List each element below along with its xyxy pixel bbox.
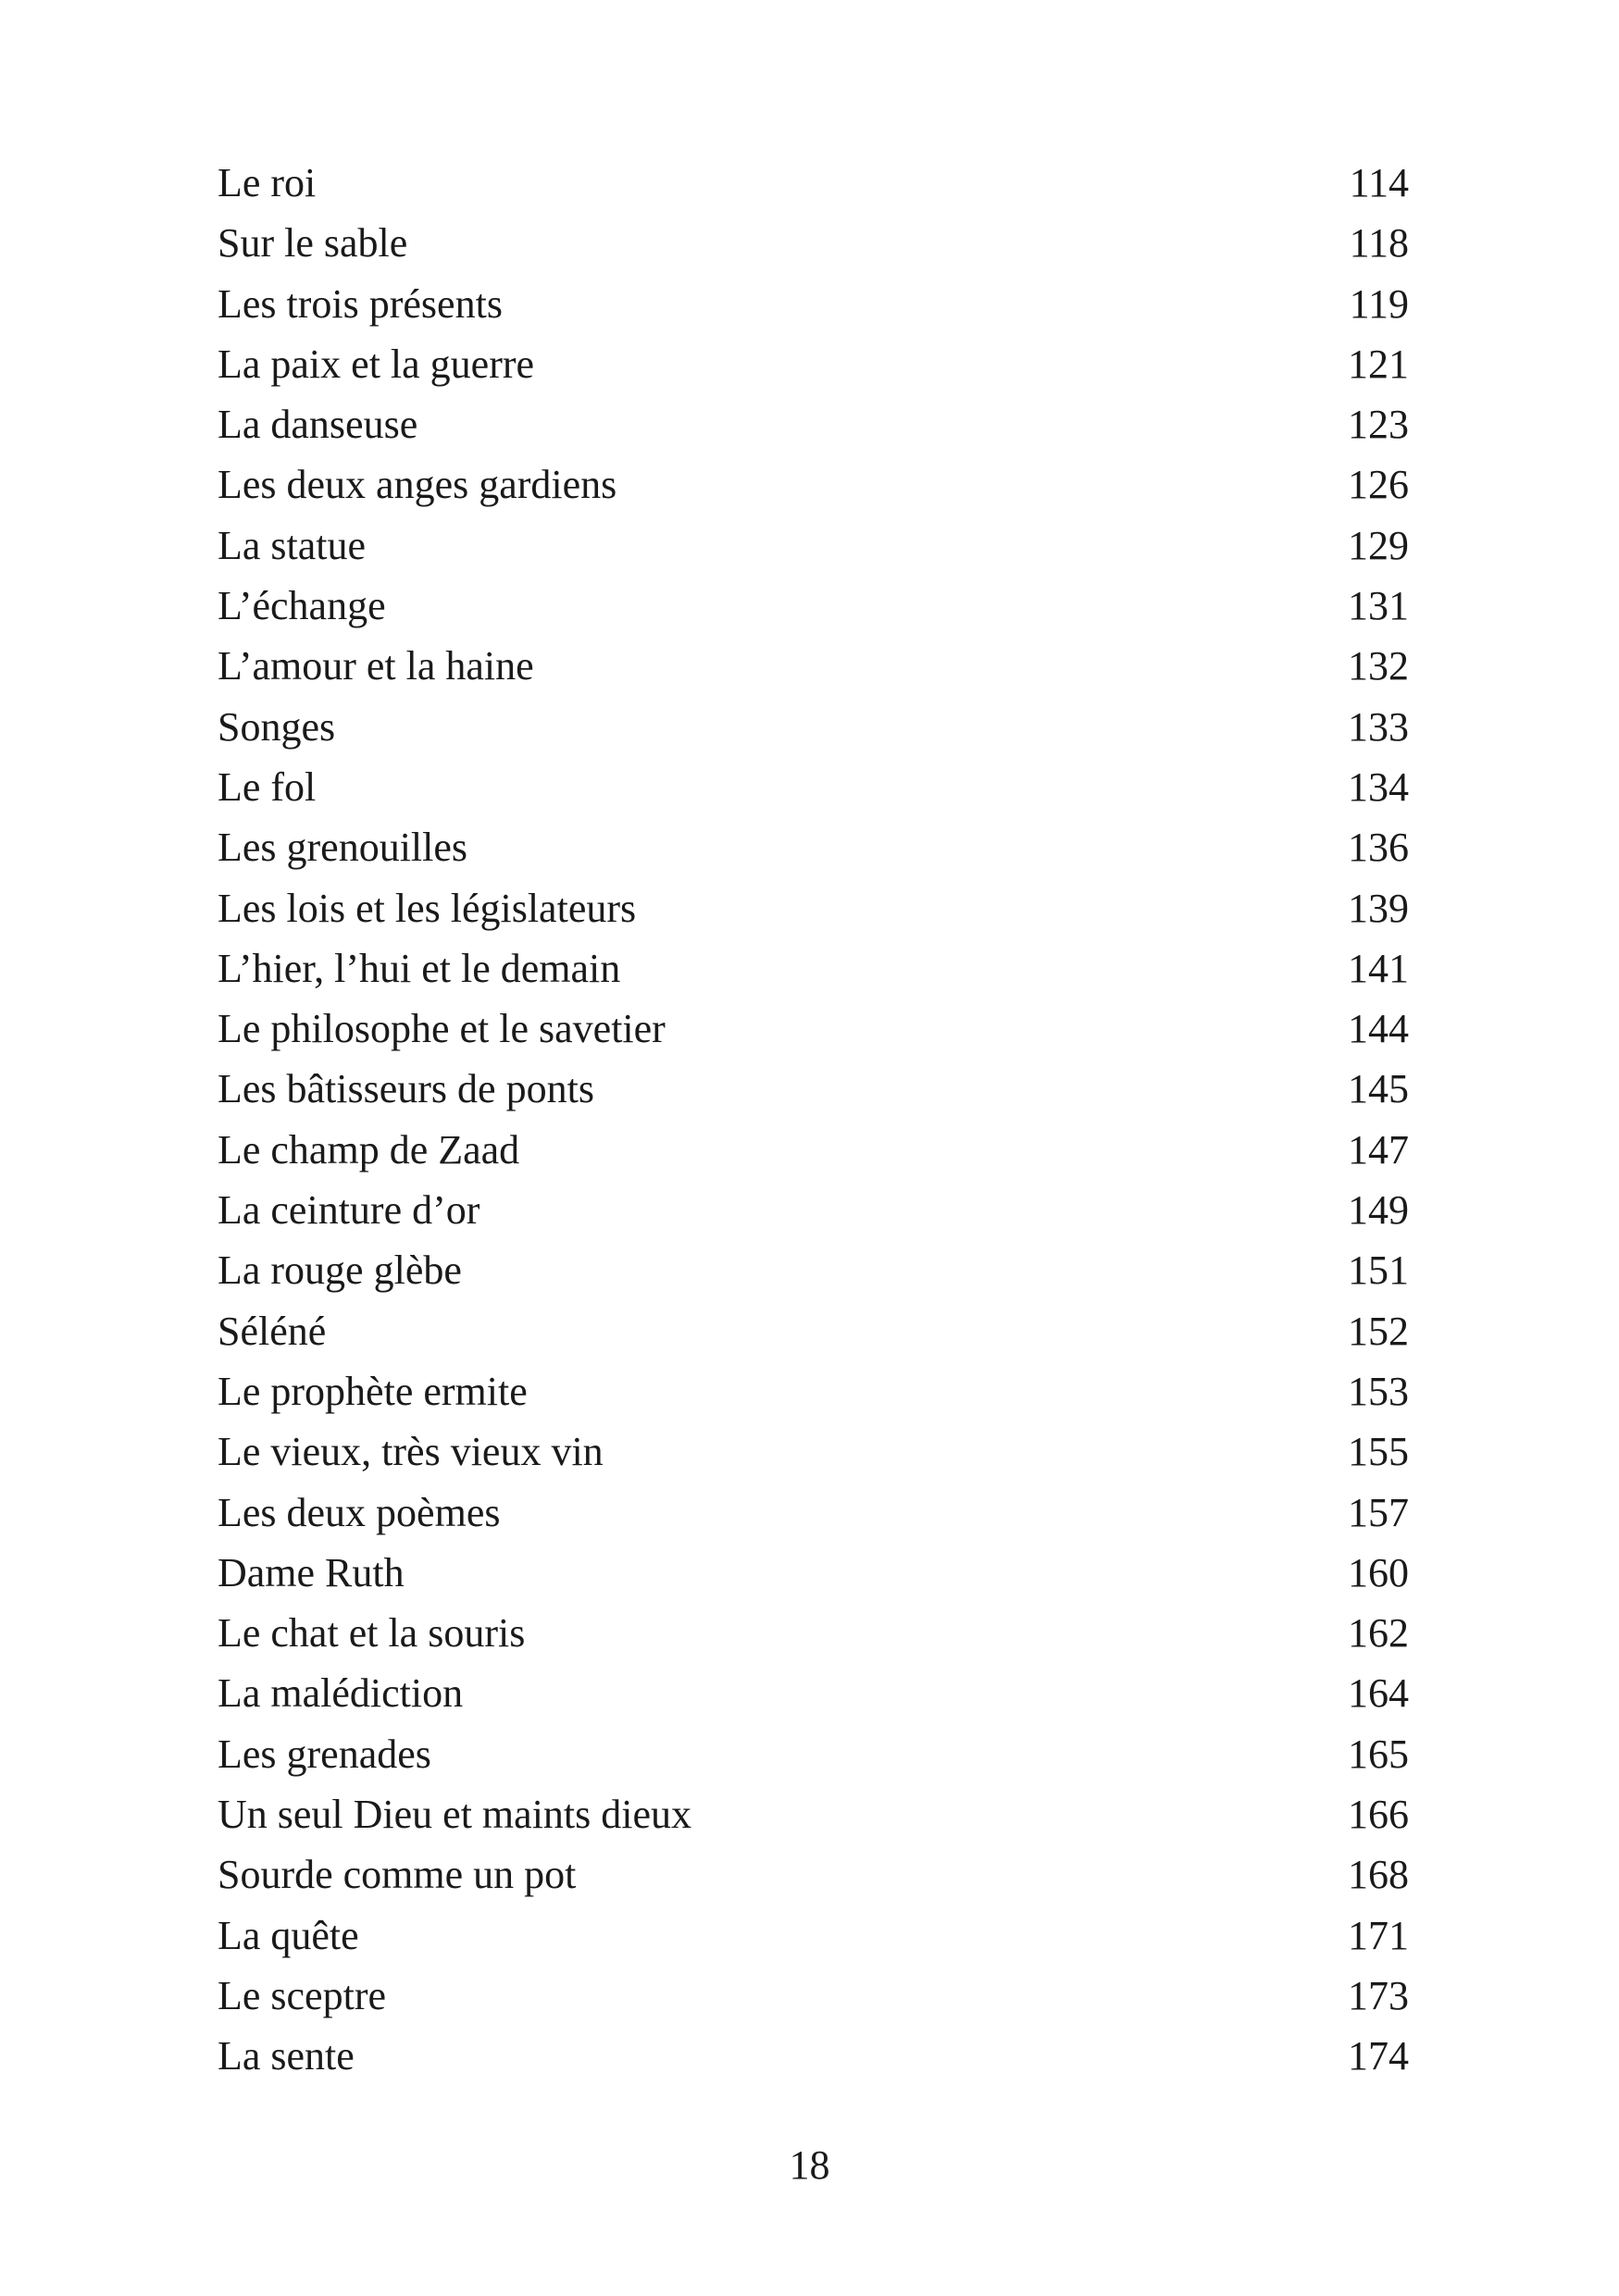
toc-entry-page: 155 [1348,1429,1409,1475]
toc-entry-page: 129 [1348,522,1409,568]
toc-entry [218,1966,1409,2026]
toc-entry [218,1059,1409,1119]
toc-entry-page: 171 [1348,1912,1409,1958]
toc-entry [218,878,1409,938]
toc-entry-title: La rouge glèbe [218,1247,462,1294]
toc-entry [218,1120,1409,1180]
toc-entry-title: La statue [218,522,367,568]
toc-entry-page: 160 [1348,1549,1409,1595]
toc-entry-page: 147 [1348,1126,1409,1173]
toc-entry-title: La paix et la guerre [218,341,535,387]
toc-entry-page: 174 [1348,2033,1409,2079]
toc-entry-title: Les grenouilles [218,825,468,871]
toc-entry [218,394,1409,454]
toc-entry-page: 149 [1348,1187,1409,1234]
toc-entry-title: L’hier, l’hui et le demain [218,945,621,991]
toc-entry-title: Songes [218,703,336,750]
toc-entry-title: Les trois présents [218,280,503,327]
toc-entry-title: La sente [218,2033,355,2079]
toc-entry-title: Le prophète ermite [218,1368,528,1414]
toc-entry-page: 153 [1348,1368,1409,1414]
toc-entry-title: Les deux anges gardiens [218,462,617,508]
toc-entry-page: 164 [1348,1670,1409,1717]
toc-entry-title: L’échange [218,583,386,629]
toc-entry [218,2026,1409,2086]
toc-entry [218,1603,1409,1663]
toc-entry-title: Le chat et la souris [218,1610,526,1657]
toc-entry-title: Le vieux, très vieux vin [218,1429,604,1475]
toc-entry [218,938,1409,999]
toc-entry-title: Sur le sable [218,220,408,267]
toc-entry [218,1663,1409,1723]
toc-entry-page: 157 [1348,1489,1409,1535]
toc-entry-page: 132 [1348,643,1409,689]
table-of-contents [218,153,1409,2087]
toc-entry-page: 139 [1348,885,1409,931]
toc-entry [218,1180,1409,1240]
toc-entry-title: Les deux poèmes [218,1489,501,1535]
toc-entry-page: 173 [1348,1972,1409,2018]
toc-entry-title: Le philosophe et le savetier [218,1006,666,1052]
toc-entry-title: Les grenades [218,1731,431,1777]
toc-entry [218,1301,1409,1361]
toc-entry [218,213,1409,273]
toc-entry [218,1543,1409,1603]
toc-entry-title: La malédiction [218,1670,464,1717]
toc-entry-page: 152 [1348,1308,1409,1354]
toc-entry-page: 123 [1348,402,1409,448]
toc-entry [218,817,1409,877]
toc-entry [218,1361,1409,1421]
page-number: 18 [789,2142,830,2188]
toc-entry-title: Le sceptre [218,1972,386,2018]
toc-entry-page: 151 [1348,1247,1409,1294]
toc-entry-page: 144 [1348,1006,1409,1052]
toc-entry-title: La quête [218,1912,359,1958]
toc-entry-title: Les bâtisseurs de ponts [218,1066,594,1112]
toc-entry [218,999,1409,1059]
toc-entry [218,1784,1409,1844]
toc-entry [218,697,1409,757]
toc-entry-page: 114 [1349,160,1409,205]
toc-entry-title: Le fol [218,763,317,810]
toc-entry-title: Le champ de Zaad [218,1126,520,1173]
toc-entry [218,576,1409,636]
toc-entry-page: 168 [1348,1852,1409,1898]
toc-entry [218,515,1409,576]
toc-entry-title: Un seul Dieu et maints dieux [218,1792,692,1838]
toc-entry-title: Sourde comme un pot [218,1852,577,1898]
toc-entry [218,1421,1409,1482]
toc-entry [218,757,1409,817]
toc-entry [218,1905,1409,1966]
toc-entry-page: 131 [1348,583,1409,629]
toc-entry-page: 119 [1349,280,1409,327]
toc-entry-page: 126 [1348,462,1409,508]
toc-entry [218,1724,1409,1784]
toc-entry-title: Les lois et les législateurs [218,885,637,931]
toc-entry-page: 133 [1348,703,1409,750]
toc-entry-title: Séléné [218,1308,327,1354]
toc-entry-page: 141 [1348,945,1409,991]
toc-entry [218,153,1409,213]
toc-entry-page: 118 [1349,220,1409,267]
toc-entry-title: La ceinture d’or [218,1187,480,1234]
toc-entry-page: 162 [1348,1610,1409,1657]
toc-entry-title: Le roi [218,160,317,205]
toc-entry-page: 165 [1348,1731,1409,1777]
toc-entry [218,334,1409,394]
toc-entry [218,636,1409,696]
toc-entry [218,1844,1409,1905]
toc-entry-page: 136 [1348,825,1409,871]
toc-entry [218,454,1409,515]
toc-entry-title: L’amour et la haine [218,643,534,689]
toc-entry [218,1483,1409,1543]
toc-entry-page: 121 [1348,341,1409,387]
toc-entry-title: Dame Ruth [218,1549,405,1595]
toc-entry-page: 145 [1348,1066,1409,1112]
toc-entry [218,1240,1409,1300]
toc-entry-page: 134 [1348,763,1409,810]
toc-entry [218,274,1409,334]
toc-entry-page: 166 [1348,1792,1409,1838]
toc-entry-title: La danseuse [218,402,418,448]
